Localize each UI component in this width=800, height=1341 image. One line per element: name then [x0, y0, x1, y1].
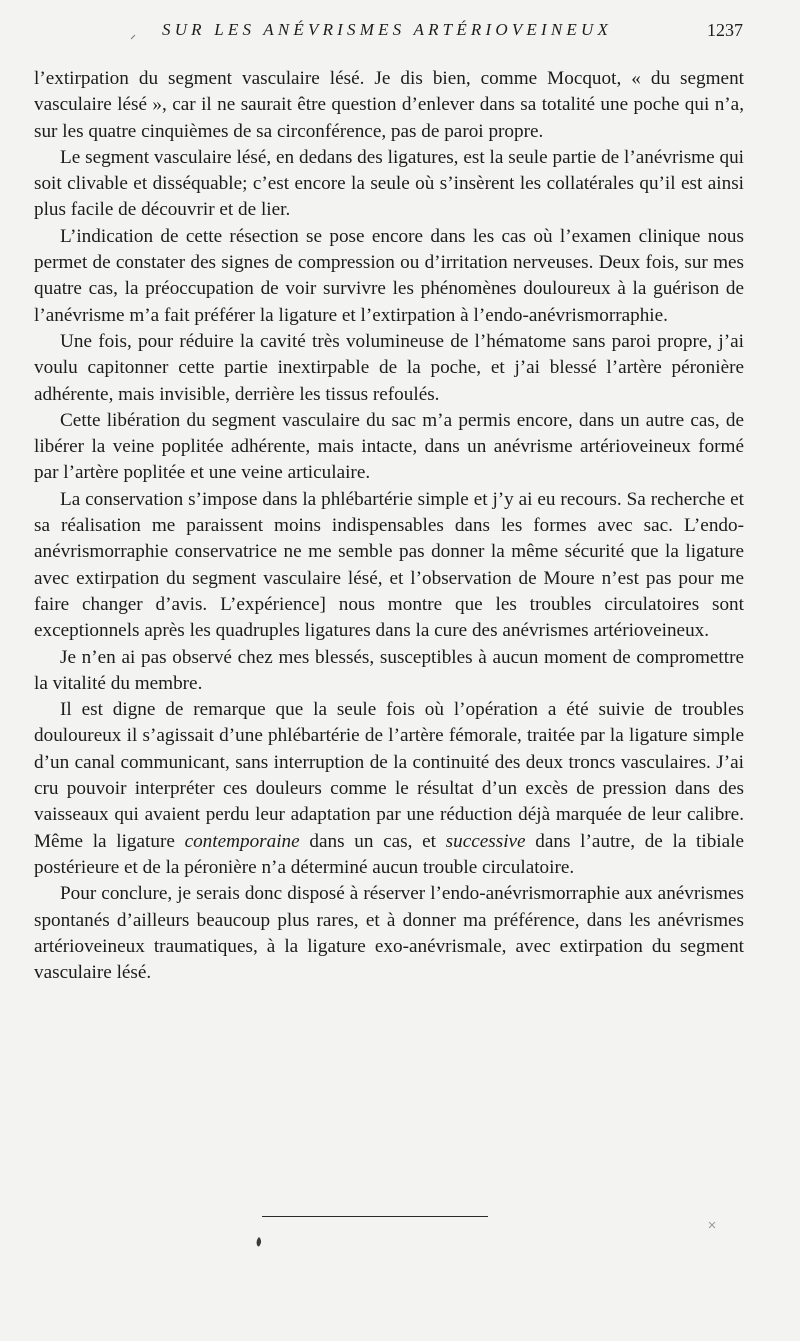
italic-word-successive: successive: [445, 830, 526, 852]
paragraph-5: Cette libération du segment vasculaire du sac m’a permis encore, dans un autre cas, de libérer la veine poplitée adhérente, mais intacte, dans un anévrisme artérioveineux formé par l’artère poplitée et une veine articulaire.: [34, 409, 744, 484]
paragraph-7: Je n’en ai pas observé chez mes blessés, susceptibles à aucun moment de compromettre la vitalité du membre.: [34, 646, 744, 694]
running-head: [0, 18, 800, 48]
paragraph-4: Une fois, pour réduire la cavité très volumineuse de l’hématome sans paroi propre, j’ai voulu capitonner cette partie inextirpable de la poche, et j’ai blessé l’artère péronière adhérente, mais invisible, derrière les tissus refoulés.: [34, 330, 744, 405]
paragraph-6: La conservation s’impose dans la phlébartérie simple et j’y ai eu recours. Sa recherche et sa réalisation me paraissent moins indispensables dans les formes avec sac. L’endo-anévrismorraphie conservatrice ne me semble pas donner la même sécurité que la ligature avec extirpation du segment vasculaire lésé, et l’observation de Moure n’est pas pour me faire changer d’avis. L’expérience] nous montre que les troubles circulatoires sont exceptionnels après les quadruples ligatures dans la cure des anévrismes artérioveineux.: [34, 488, 744, 642]
page-number: 1237: [707, 20, 743, 40]
stray-cross-mark: [707, 1220, 717, 1230]
paragraph-8: [34, 697, 744, 881]
paragraph-8-part-b: dans un cas, et: [299, 830, 446, 852]
section-end-rule: [262, 1216, 488, 1217]
body-text: [34, 66, 744, 986]
paragraph-3: L’indication de cette résection se pose encore dans les cas où l’examen clinique nous permet de constater des signes de compression ou d’irritation nerveuses. Deux fois, sur mes quatre cas, la préoccupation de voir survivre les phénomènes douloureux à la guérison de l’anévrisme m’a fait préférer la ligature et l’extirpation à l’endo-anévrismorraphie.: [34, 225, 744, 326]
paragraph-8-part-a: Il est digne de remarque que la seule fois où l’opération a été suivie de troubles douloureux il s’agissait d’une phlébartérie de l’artère fémorale, traitée par la ligature simple d’un canal communicant, sans interruption de la continuité des deux troncs vasculaires. J’ai cru pouvoir interpréter ces douleurs comme le résultat d’un excès de pression dans des vaisseaux qui avaient perdu leur adaptation par une réduction déjà marquée de leur calibre. Même la ligature: [34, 699, 744, 852]
stray-ink-speck: [130, 33, 138, 41]
paragraph-2: Le segment vasculaire lésé, en dedans des ligatures, est la seule partie de l’anévrisme qui soit clivable et disséquable; c’est encore la seule où s’insèrent les collatérales qu’il est ainsi plus facile de découvrir et de lier.: [34, 146, 744, 221]
italic-word-contemporaine: contemporaine: [184, 830, 300, 852]
paragraph-1: l’extirpation du segment vasculaire lésé. Je dis bien, comme Mocquot, « du segment vasculaire lésé », car il ne saurait être question d’enlever dans sa totalité une poche qui n’a, sur les quatre cinquièmes de sa circonférence, pas de paroi propre.: [34, 68, 744, 142]
paragraph-8-part-c: dans l’autre, de la tibiale postérieure et de la péronière n’a déterminé aucun trouble circulatoire.: [34, 830, 744, 878]
paragraph-9: Pour conclure, je serais donc disposé à réserver l’endo-anévrismorraphie aux anévrismes spontanés d’ailleurs beaucoup plus rares, et à donner ma préférence, dans les anévrismes artérioveineux traumatiques, à la ligature exo-anévrismale, avec extirpation du segment vasculaire lésé.: [34, 883, 744, 984]
running-title: SUR LES ANÉVRISMES ARTÉRIOVEINEUX: [162, 20, 613, 39]
ink-blot-mark: [255, 1236, 263, 1248]
